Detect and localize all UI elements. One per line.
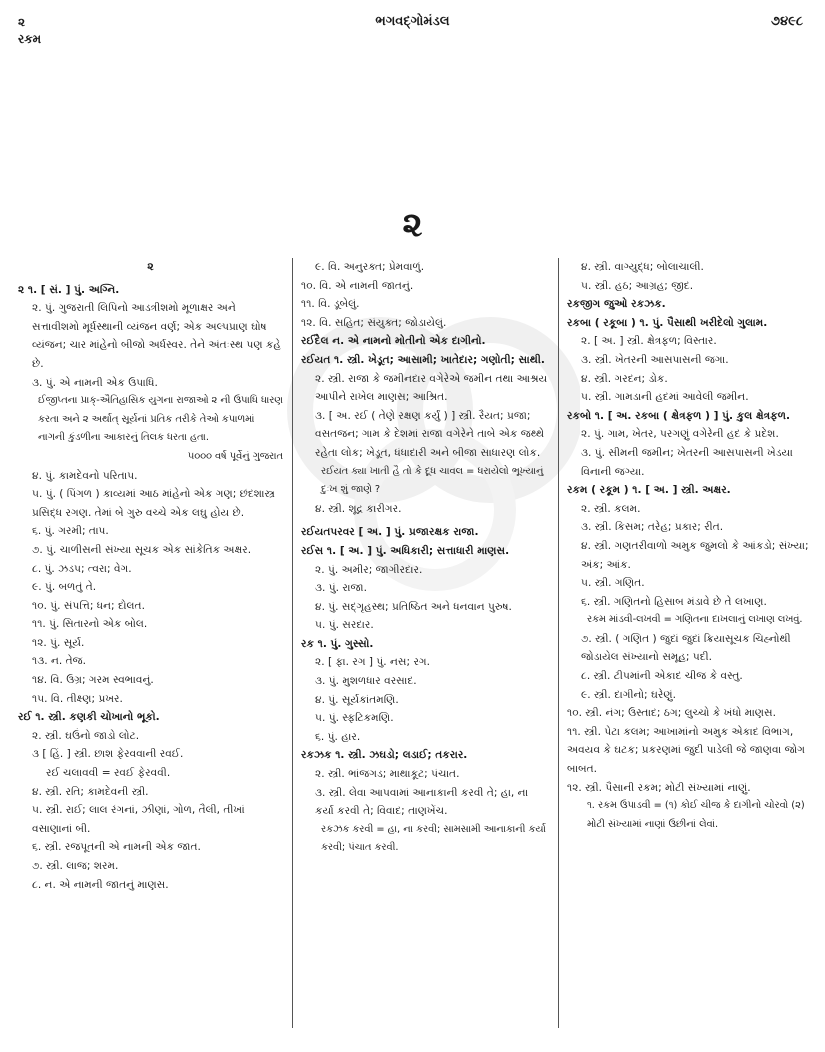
definition-line: ૧૨. સ્ત્રી. પૈસાની રકમ; મોટી સંખ્યામાં નાણું. — [567, 781, 751, 794]
definition-line: ૬. પું. ગરમી; તાપ. — [32, 525, 109, 538]
guide-word-first: ૨ — [18, 15, 26, 29]
definition-line: ૨. સ્ત્રી. ભાંજગડ; માથાકૂટ; પંચાત. — [315, 768, 460, 781]
column-3 — [558, 258, 814, 1028]
dictionary-headword-entry: રકઝક ૧. સ્ત્રી. ઝઘડો; લડાઈ; તકરાર. — [301, 749, 468, 762]
definition-line: ૫. સ્ત્રી. હઠ; આગ્રહ; જીદ. — [581, 279, 694, 292]
dictionary-headword-entry: રઈ ૧. સ્ત્રી. કણકી ચોખાનો ભૂકો. — [18, 711, 160, 724]
definition-line: ૨. [ ફા. રગ ] પું. નસ; રગ. — [315, 656, 431, 669]
definition-line: ૧૦. વિ. એ નામની જાતનું. — [301, 279, 414, 292]
column-2-entries — [301, 258, 548, 858]
column-3-entries — [567, 258, 814, 834]
dictionary-headword-entry: રઈદૈલ ન. એ નામનો મોતીનો એક દાગીનો. — [301, 335, 486, 348]
definition-line: ૪. સ્ત્રી. રતિ; કામદેવની સ્ત્રી. — [32, 785, 149, 798]
definition-line: ૫. પું. સ્ફટિકમણિ. — [315, 712, 394, 725]
definition-line: ૩. [ અ. રઈ ( તેણે રક્ષણ કર્યું ) ] સ્ત્રી. રૈયત; પ્રજા; વસતજન; ગામ કે દેશમાં રાજા વગેરેને તાબે એક જથ્થે રહેતા લોક; ખેડૂત, ધંધાદારી અને બીજા સાધારણ લોક. — [315, 409, 545, 459]
section-letter-heading: ૨ — [402, 205, 423, 245]
definition-line: ૨. [ અ. ] સ્ત્રી. ક્ષેત્રફળ; વિસ્તાર. — [581, 335, 717, 348]
usage-example: રઈયત ક્યા ખાતી હૈ તો કે દૂધ ચાવલ = ધરાયેલો ભૂખ્યાનું દુઃખ શું જાણે ? — [321, 465, 544, 496]
definition-line: ૫. સ્ત્રી. ગામડાની હદમાં આવેલી જમીન. — [581, 391, 749, 404]
definition-line: ૫. સ્ત્રી. રાઈ; લાલ રંગનાં, ઝીણાં, ગોળ, તૈલી, તીખાં વસાણાનાં બી. — [32, 804, 245, 835]
definition-line: ૬. સ્ત્રી. રજપૂતની એ નામની એક જાત. — [32, 841, 201, 854]
page-number: ૭૪૯૮ — [771, 14, 803, 29]
usage-example: ઈજીપ્તના પ્રાક્-ઐતિહાસિક યુગના રાજાઓ ૨ ની ઉપાધિ ધારણ કરતા અને ૨ અર્થાત્ સૂર્યનાં પ્રતિક તરીકે તેઓ કપાળમાં નાગની કુંડળીના આકારનું તિલક ધરતા હતા. — [38, 395, 283, 444]
definition-line: ૧૨. પું. સૂર્ય. — [32, 636, 85, 649]
usage-example: ૧. રકમ ઉપાડવી = (૧) કોઈ ચીજ કે દાગીનો ચોરવો (૨) મોટી સંખ્યામાં નાણાં ઉછીનાં લેવાં. — [587, 800, 805, 830]
definition-line: ૪. સ્ત્રી. ગરદન; ડોક. — [581, 372, 668, 385]
definition-line: ૨. સ્ત્રી. ઘઉંનો જાડો લોટ. — [32, 729, 140, 742]
definition-line: ૫. સ્ત્રી. ગણિત. — [581, 577, 645, 590]
column-2 — [292, 258, 548, 1028]
definition-line: ૩. સ્ત્રી. લેવા આપવામાં આનાકાની કરવી તે; હા, ના કર્યા કરવી તે; વિવાદ; તાણખેંચ. — [315, 786, 529, 818]
definition-line: ૭. સ્ત્રી. ( ગણિત ) જુદાં જુદાં ક્રિયાસૂચક ચિહ્નોથી જોડાયેલ સંખ્યાનો સમૂહ; પદી. — [581, 632, 791, 664]
definition-line: ૫. પું. ( પિંગળ ) કાવ્યમાં આઠ માંહેનો એક ગણ; છંદશાસ્ત્ર પ્રસિદ્ધ રગણ. તેમાં બે ગુરુ વચ્ચે એક લઘુ હોય છે. — [32, 488, 275, 519]
guide-word-last: રકમ — [18, 32, 42, 46]
definition-line: ૩. સ્ત્રી. ખેતરની આસપાસની જગા. — [581, 353, 729, 366]
definition-line: ૭. સ્ત્રી. લાજ; શરમ. — [32, 860, 119, 872]
definition-line: ૫. પું. સરદાર. — [315, 619, 374, 632]
definition-line: ૪. સ્ત્રી. વાગ્યુદ્ધ; બોલાચાલી. — [581, 261, 704, 273]
dictionary-headword-entry: રકજીગ જુઓ રકઝક. — [567, 298, 666, 311]
definition-line: ૮. ન. એ નામની જાતનું માણસ. — [32, 878, 169, 891]
dictionary-columns — [0, 258, 825, 1028]
dictionary-headword-entry: રક ૧. પું. ગુસ્સો. — [301, 637, 374, 650]
definition-line: ૯. પું. બળતું તે. — [32, 581, 97, 594]
definition-line: ૧૩. ન. તેજ. — [32, 655, 87, 668]
definition-line: ૧૧. પું. સિતારનો એક બોલ. — [32, 618, 148, 631]
definition-line: રઈ ચલાવવી = રવઈ ફેરવવી. — [46, 767, 171, 780]
definition-line: ૧૧. સ્ત્રી. પેટા કલમ; આખામાંનો અમુક એકાદ વિભાગ, અવયવ કે ઘટક; પ્રકરણમાં જુદી પાડેલી જે જાણવા જોગ બાબત. — [567, 725, 805, 776]
definition-line: ૨. સ્ત્રી. રાજા કે જમીનદાર વગેરેએ જમીન તથા આશ્રય આપીને રાખેલ માણસ; આશ્રિત. — [315, 372, 548, 404]
definition-line: ૨. પું. ગુજરાતી લિપિનો આડત્રીશમો મૂળાક્ષર અને સત્તાવીશમો મૂર્ધસ્થાની વ્યંજન વર્ણ; એક અલ્પપ્રાણ ઘોષ વ્યંજન; ચાર માંહેનો બીજો અર્ધસ્વર. તેને અંતઃસ્થ પણ કહે છે. — [32, 302, 281, 370]
definition-line: ૧૦. પું. સંપત્તિ; ધન; દોલત. — [32, 599, 145, 612]
citation-source: ૫૦૦૦ વર્ષ પૂર્વેનું ગુજરાત — [187, 450, 283, 462]
dictionary-headword-entry: રકબો ૧. [ અ. રકબા ( ક્ષેત્રફળ ) ] પું. કુલ ક્ષેત્રફળ. — [567, 409, 790, 422]
definition-line: ૧૦. સ્ત્રી. નંગ; ઉસ્તાદ; ઠગ; લુચ્ચો કે ખંધો માણસ. — [567, 707, 776, 720]
definition-line: ૪. પું. સૂર્યકાંતમણિ. — [315, 693, 399, 706]
definition-line: ૧૪. વિ. ઉગ્ર; ગરમ સ્વભાવનું. — [32, 674, 154, 687]
usage-example: રકમ માંડવી-લખવી = ગણિતના દાખલાનું લખાણ લખવું. — [587, 614, 803, 626]
definition-line: ૨. સ્ત્રી. કલમ. — [581, 502, 641, 515]
definition-line: ૭. પું. ચાળીસની સંખ્યા સૂચક એક સાંકેતિક અક્ષર. — [32, 543, 252, 556]
column-1 — [18, 258, 283, 1028]
dictionary-headword-entry: રકબા ( રકૂબા ) ૧. પું. પૈસાથી ખરીદેલો ગુલામ. — [567, 316, 768, 329]
usage-example: રકઝક કરવી = હા, ના કરવી; સામસામી આનાકાની કર્યા કરવી; પંચાત કરવી. — [321, 823, 546, 854]
definition-line: ૩. પું. એ નામની એક ઉપાધિ. — [32, 376, 158, 389]
definition-line: ૩. પું. સીમની જમીન; ખેતરની આસપાસની ખેડયા વિનાની જગ્યા. — [581, 446, 793, 478]
page-header — [0, 14, 825, 54]
dictionary-headword-entry: રઈયતપરવર [ અ. ] પું. પ્રજારક્ષક રાજા. — [301, 526, 479, 539]
definition-line: ૮. સ્ત્રી. ટીપમાંની એકાદ ચીજ કે વસ્તુ. — [581, 670, 743, 683]
column-section-heading: ૨ — [147, 260, 154, 273]
definition-line: ૧૨. વિ. સહિત; સંયુક્ત; જોડાયેલું. — [301, 316, 447, 329]
definition-line: ૧૧. વિ. ડૂબેલું. — [301, 298, 360, 311]
dictionary-headword-entry: રકમ ( રકૂમ ) ૧. [ અ. ] સ્ત્રી. અક્ષર. — [567, 484, 731, 497]
definition-line: ૩. સ્ત્રી. કિસમ; તરેહ; પ્રકાર; રીત. — [581, 521, 724, 534]
definition-line: ૮. પું. ઝડપ; ત્વરા; વેગ. — [32, 562, 132, 575]
definition-line: ૧૫. વિ. તીક્ષ્ણ; પ્રખર. — [32, 692, 123, 705]
dictionary-title: ભગવદ્ગોમંડલ — [375, 14, 450, 29]
column-1-entries — [18, 281, 283, 895]
definition-line: ૯. વિ. અનુરક્ત; પ્રેમવાળું. — [315, 261, 425, 273]
dictionary-headword-entry: રઈસ ૧. [ અ. ] પું. અધિકારી; સત્તાધારી માણસ. — [301, 544, 510, 557]
definition-line: ૩. પું. મુશળધાર વરસાદ. — [315, 675, 417, 688]
definition-line: ૪. પું. સદ્ગૃહસ્થ; પ્રતિષ્ઠિત અને ધનવાન પુરુષ. — [315, 600, 512, 613]
dictionary-headword-entry: રઈયત ૧. સ્ત્રી. ખેડૂત; આસામી; ખાતેદાર; ગણોતી; સાથી. — [301, 353, 545, 366]
definition-line: ૬. સ્ત્રી. ગણિતનો હિસાબ મંડાવે છે તે લખાણ. — [581, 595, 767, 608]
definition-line: ૩ [ હિં. ] સ્ત્રી. છાશ ફેરવવાની રવઈ. — [32, 748, 184, 761]
definition-line: ૨. પું. અમીર; જાગીરદાર. — [315, 563, 423, 576]
definition-line: ૨. પું. ગામ, ખેતર, પરગણું વગેરેની હદ કે પ્રદેશ. — [581, 428, 779, 441]
definition-line: ૬. પું. હાર. — [315, 730, 361, 743]
definition-line: ૪. પું. કામદેવનો પરિતાપ. — [32, 469, 138, 482]
definition-line: ૩. પું. રાજા. — [315, 582, 367, 595]
dictionary-headword-entry: ૨ ૧. [ સં. ] પું. અગ્નિ. — [18, 283, 120, 296]
definition-line: ૯. સ્ત્રી. દાગીનો; ઘરેણું. — [581, 688, 676, 701]
definition-line: ૪. સ્ત્રી. શૂદ્ર કારીગર. — [315, 502, 402, 515]
definition-line: ૪. સ્ત્રી. ગણતરીવાળો અમુક જુમલો કે આંકડો; સંખ્યા; અંક; આંક. — [581, 539, 809, 571]
